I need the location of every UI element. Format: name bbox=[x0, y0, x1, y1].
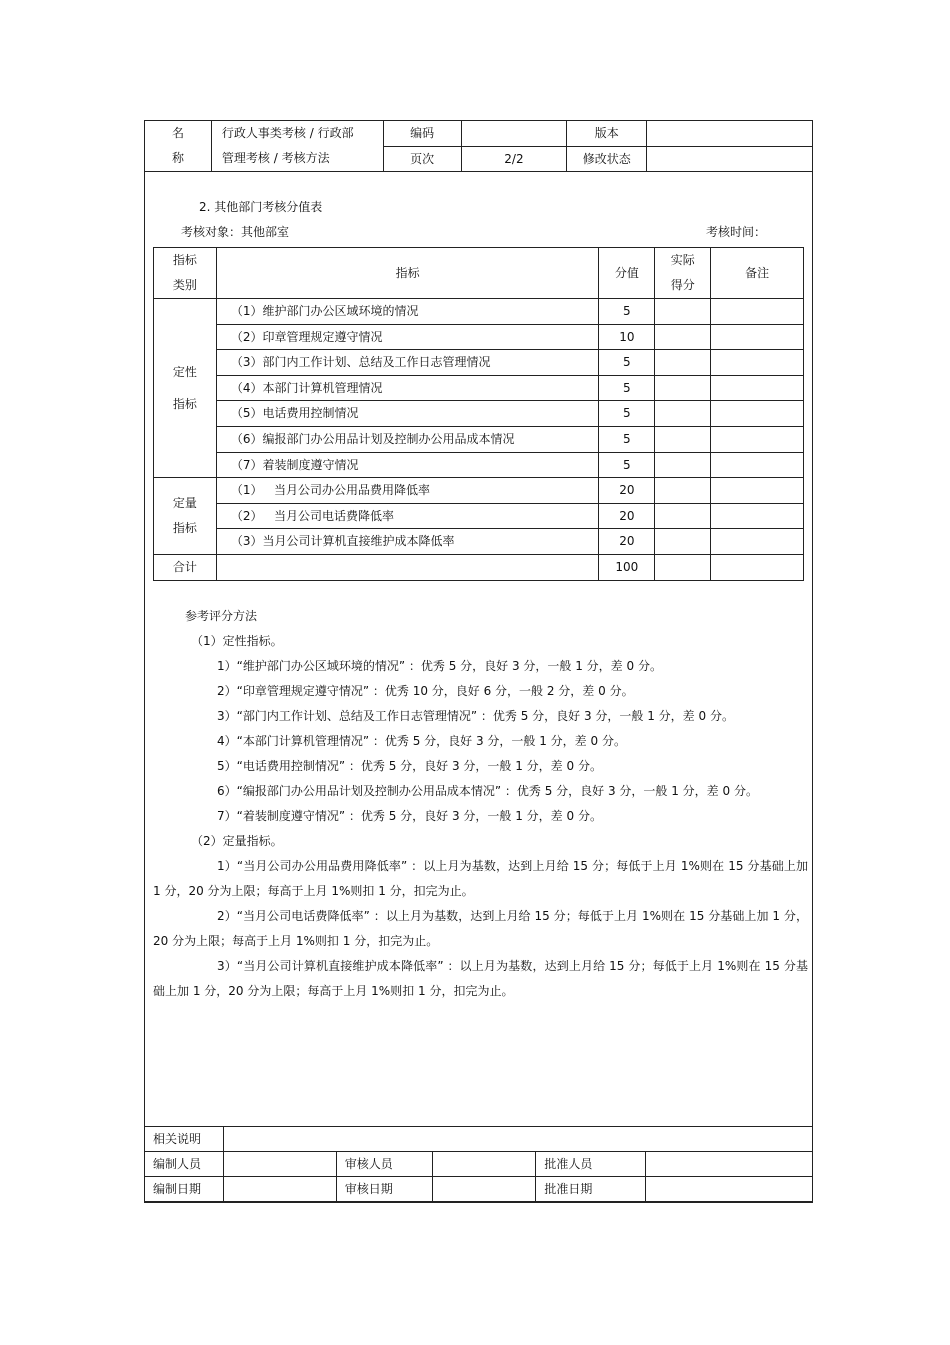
remark-cell bbox=[711, 426, 804, 452]
revision-label: 修改状态 bbox=[567, 146, 647, 172]
qualitative-item: 6）“编报部门办公用品计划及控制办公用品成本情况” ：优秀 5 分，良好 3 分，一般 1 分，差 0 分。 bbox=[217, 784, 758, 798]
actual-cell bbox=[655, 401, 711, 427]
approver-label: 批准人员 bbox=[536, 1152, 646, 1177]
indicator-cell: （1） 当月公司办公用品费用降低率 bbox=[216, 478, 599, 504]
remark-cell bbox=[711, 375, 804, 401]
section-title: 2. 其他部门考核分值表 bbox=[199, 200, 323, 214]
name-label: 名 称 bbox=[145, 121, 212, 172]
quantitative-item: 1）“当月公司办公用品费用降低率” ：以上月为基数，达到上月给 15 分；每低于上月 1%则在 15 分基础上加 1 分，20 分为上限；每高于上月 1%则扣 1 分，扣完为止。 bbox=[153, 859, 808, 898]
qualitative-item: 1）“维护部门办公区域环境的情况” ：优秀 5 分，良好 3 分，一般 1 分，差 0 分。 bbox=[217, 659, 662, 673]
remark-cell bbox=[711, 452, 804, 478]
reviewer-value bbox=[432, 1152, 536, 1177]
qualitative-item: 5）“电话费用控制情况” ：优秀 5 分，良好 3 分，一般 1 分，差 0 分。 bbox=[217, 759, 602, 773]
category-quantitative: 定量 指标 bbox=[154, 478, 217, 555]
name-value: 行政人事类考核 / 行政部 管理考核 / 考核方法 bbox=[211, 121, 383, 172]
approve-date-label: 批准日期 bbox=[536, 1177, 646, 1202]
score-cell: 5 bbox=[599, 375, 655, 401]
indicator-cell: （1）维护部门办公区域环境的情况 bbox=[216, 299, 599, 325]
remark-cell bbox=[711, 401, 804, 427]
score-cell: 5 bbox=[599, 350, 655, 376]
table-row bbox=[154, 324, 804, 350]
score-cell: 20 bbox=[599, 529, 655, 555]
remark-cell bbox=[711, 350, 804, 376]
qualitative-item: 7）“着装制度遵守情况” ：优秀 5 分，良好 3 分，一般 1 分，差 0 分。 bbox=[217, 809, 602, 823]
page-label: 页次 bbox=[383, 146, 461, 172]
assessment-subject: 考核对象：其他部室 bbox=[181, 225, 290, 239]
table-row bbox=[154, 529, 804, 555]
indicator-cell: （2）印章管理规定遵守情况 bbox=[216, 324, 599, 350]
remark-cell bbox=[711, 324, 804, 350]
reviewer-label: 审核人员 bbox=[336, 1152, 432, 1177]
approve-date-value bbox=[646, 1177, 813, 1202]
score-cell: 10 bbox=[599, 324, 655, 350]
remark-cell bbox=[711, 299, 804, 325]
actual-cell bbox=[655, 452, 711, 478]
total-label: 合计 bbox=[154, 554, 217, 580]
indicator-cell: （2） 当月公司电话费降低率 bbox=[216, 503, 599, 529]
actual-cell bbox=[655, 503, 711, 529]
score-table bbox=[153, 247, 804, 581]
actual-cell bbox=[655, 478, 711, 504]
col-remark: 备注 bbox=[711, 248, 804, 299]
actual-cell bbox=[655, 426, 711, 452]
table-row bbox=[154, 426, 804, 452]
compile-date-value bbox=[223, 1177, 336, 1202]
code-label: 编码 bbox=[383, 121, 461, 147]
qualitative-title: （1）定性指标。 bbox=[191, 634, 283, 648]
scoring-method bbox=[153, 604, 808, 1004]
review-date-value bbox=[432, 1177, 536, 1202]
revision-value bbox=[647, 146, 813, 172]
table-row bbox=[154, 375, 804, 401]
total-remark-cell bbox=[711, 554, 804, 580]
page-value: 2/2 bbox=[461, 146, 567, 172]
compile-date-label: 编制日期 bbox=[145, 1177, 224, 1202]
indicator-cell: （5）电话费用控制情况 bbox=[216, 401, 599, 427]
review-date-label: 审核日期 bbox=[336, 1177, 432, 1202]
version-label: 版本 bbox=[567, 121, 647, 147]
actual-cell bbox=[655, 324, 711, 350]
table-row bbox=[154, 503, 804, 529]
notes-label: 相关说明 bbox=[145, 1127, 224, 1152]
actual-cell bbox=[655, 350, 711, 376]
table-row bbox=[154, 401, 804, 427]
table-row bbox=[154, 452, 804, 478]
col-score: 分值 bbox=[599, 248, 655, 299]
category-qualitative: 定性 指标 bbox=[154, 299, 217, 478]
score-cell: 20 bbox=[599, 478, 655, 504]
compiler-label: 编制人员 bbox=[145, 1152, 224, 1177]
qualitative-item: 4）“本部门计算机管理情况” ：优秀 5 分，良好 3 分，一般 1 分，差 0 分。 bbox=[217, 734, 626, 748]
col-actual: 实际 得分 bbox=[655, 248, 711, 299]
document-header-table bbox=[144, 120, 813, 172]
document-footer-table bbox=[144, 1126, 813, 1202]
score-cell: 5 bbox=[599, 299, 655, 325]
indicator-cell: （6）编报部门办公用品计划及控制办公用品成本情况 bbox=[216, 426, 599, 452]
indicator-cell: （3）部门内工作计划、总结及工作日志管理情况 bbox=[216, 350, 599, 376]
quantitative-title: （2）定量指标。 bbox=[191, 834, 283, 848]
score-cell: 5 bbox=[599, 426, 655, 452]
approver-value bbox=[646, 1152, 813, 1177]
table-row bbox=[154, 350, 804, 376]
notes-value bbox=[223, 1127, 812, 1152]
indicator-cell: （4）本部门计算机管理情况 bbox=[216, 375, 599, 401]
remark-cell bbox=[711, 503, 804, 529]
method-title: 参考评分方法 bbox=[185, 609, 258, 623]
compiler-value bbox=[223, 1152, 336, 1177]
qualitative-item: 2）“印章管理规定遵守情况” ：优秀 10 分，良好 6 分，一般 2 分，差 0 分。 bbox=[217, 684, 634, 698]
table-row bbox=[154, 299, 804, 325]
indicator-cell: （3）当月公司计算机直接维护成本降低率 bbox=[216, 529, 599, 555]
score-cell: 20 bbox=[599, 503, 655, 529]
assessment-time: 考核时间： bbox=[706, 225, 767, 239]
remark-cell bbox=[711, 478, 804, 504]
remark-cell bbox=[711, 529, 804, 555]
indicator-cell: （7）着装制度遵守情况 bbox=[216, 452, 599, 478]
total-score: 100 bbox=[599, 554, 655, 580]
version-value bbox=[647, 121, 813, 147]
qualitative-item: 3）“部门内工作计划、总结及工作日志管理情况” ：优秀 5 分，良好 3 分，一般 1 分，差 0 分。 bbox=[217, 709, 734, 723]
total-row bbox=[154, 554, 804, 580]
col-indicator: 指标 bbox=[216, 248, 599, 299]
table-row bbox=[154, 478, 804, 504]
actual-cell bbox=[655, 529, 711, 555]
total-actual-cell bbox=[655, 554, 711, 580]
quantitative-item: 2）“当月公司电话费降低率” ：以上月为基数，达到上月给 15 分；每低于上月 1%则在 15 分基础上加 1 分，20 分为上限；每高于上月 1%则扣 1 分，扣完为止。 bbox=[153, 909, 808, 948]
score-table-header bbox=[154, 248, 804, 299]
total-indicator-cell bbox=[216, 554, 599, 580]
actual-cell bbox=[655, 299, 711, 325]
quantitative-item: 3）“当月公司计算机直接维护成本降低率” ：以上月为基数，达到上月给 15 分；每低于上月 1%则在 15 分基础上加 1 分，20 分为上限；每高于上月 1%则扣 1 分，扣完为止。 bbox=[153, 959, 808, 998]
score-cell: 5 bbox=[599, 401, 655, 427]
code-value bbox=[461, 121, 567, 147]
col-category: 指标 类别 bbox=[154, 248, 217, 299]
score-cell: 5 bbox=[599, 452, 655, 478]
actual-cell bbox=[655, 375, 711, 401]
